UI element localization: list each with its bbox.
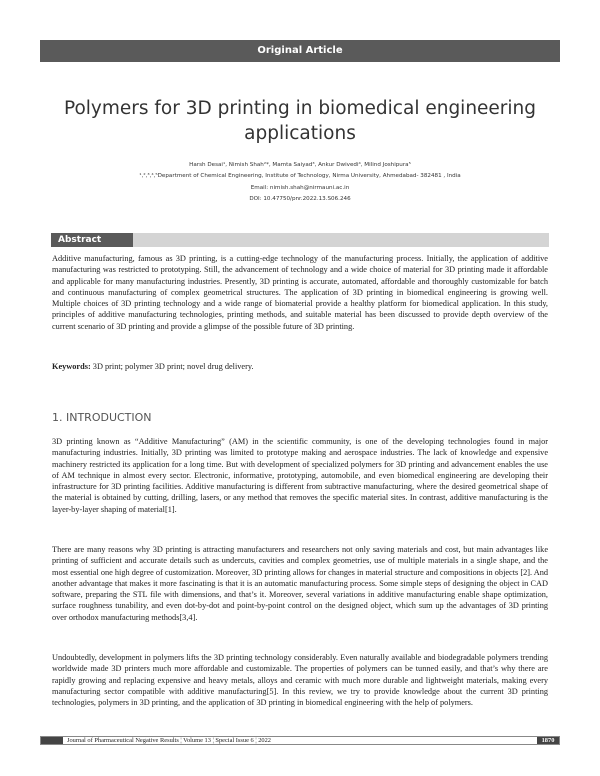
keywords-label: Keywords: xyxy=(52,362,91,371)
intro-paragraph-2: There are many reasons why 3D printing is attracting manufacturers and researchers not only saving materials and cost, but main advantages like printing of sufficient and accurate details such as undercuts, cavities and complex geometries, use of multiple materials in a single shape, and the most essential one high degree of customization. Moreover, 3D printing allows for changes in material structure and compositions in objects [2]. And another advantage that makes it more fascinating is that it is an automatic manufacturing process. Some simple steps of designing the object in CAD software, preparing the STL file with dimensions, and that’s it. Moreover, several variations in additive manufacturing enable shape optimization, surface roughness tunability, and even dot-by-dot and point-by-point control on the designed object, which sum up the advantages of 3D printing over orthodox manufacturing methods[3,4]. xyxy=(52,545,548,622)
footer-journal: Journal of Pharmaceutical Negative Results ¦ Volume 13 ¦ Special Issue 6 ¦ 2022 xyxy=(67,737,271,744)
page-number: 1870 xyxy=(537,737,559,744)
abstract-heading: Abstract xyxy=(51,233,133,247)
section-heading-introduction: 1. INTRODUCTION xyxy=(52,411,152,424)
authors: Harsh Desai¹, Nimish Shah²*, Mamta Saiyad³, Ankur Dwivedi⁴, Milind Joshipura⁵ xyxy=(189,162,411,168)
abstract-text: Additive manufacturing, famous as 3D printing, is a cutting-edge technology of the manufacturing process. Initially, the application of additive manufacturing was restricted to prototyping. Still, the advancement of technology and a wide choice of material for 3D printing made it affordable and applicable for many manufacturing industries. Presently, 3D printing is accurate, automated, affordable and thoroughly customizable for batch and continuous manufacturing of complex geometrical structures. The application of 3D printing in biomedical engineering is growing well. Multiple choices of 3D printing technology and a wide range of biomaterial provide a healthy platform for biomedical application. In this study, principles of additive manufacturing technologies, printing methods, and suitable material has been discussed to provide depth overview of the current scenario of 3D printing and provide a glimpse of the possible future of 3D printing. xyxy=(52,254,548,331)
intro-paragraph-1: 3D printing known as “Additive Manufacturing” (AM) in the scientific community, is one of the developing technologies found in major manufacturing industries. Initially, 3D printing was limited to prototype making and aerospace industries. The lack of knowledge and expensive machinery restricted its application for a long time. But with development of specialized polymers for 3D printing and advancement enables the use of AM technique in almost every sector. Electronic, informative, prototyping, automobile, and even biomedical engineering are developing their infrastructure for 3D printing facilities. Additive manufacturing is different from subtractive manufacturing, where the desired geometrical shape of the material is obtained by cutting, drilling, lasers, or any method that removes the specific material sites. In contrast, additive manufacturing is the layer-by-layer shaping of material[1]. xyxy=(52,437,548,514)
keywords-text: 3D print; polymer 3D print; novel drug delivery. xyxy=(90,362,254,371)
keywords xyxy=(52,362,254,371)
intro-paragraph-3: Undoubtedly, development in polymers lifts the 3D printing technology considerably. Even naturally available and biodegradable polymers trending worldwide made 3D printers much more affordable and customizable. The properties of polymers can be tunned easily, and that’s why there are rapidly growing and replacing expensive and heavy metals, alloys and ceramic with much more durable and lightweight materials, making every manufacturing sector compatible with additive manufacturing[5]. In this review, we try to provide knowledge about the current 3D printing technologies, polymers in 3D printing, and the application of 3D printing in biomedical engineering with the help of polymers. xyxy=(52,653,548,708)
abstract-header xyxy=(51,233,549,247)
doi[interactable]: DOI: 10.47750/pnr.2022.13.S06.246 xyxy=(249,196,351,202)
page-footer xyxy=(40,736,560,745)
article-type-banner: Original Article xyxy=(40,40,560,62)
footer-decoration xyxy=(41,737,63,744)
affiliation: ¹,²,³,⁴,⁵Department of Chemical Engineering, Institute of Technology, Nirma University, Ahmedabad- 382481 , India xyxy=(139,173,461,179)
paper-title: Polymers for 3D printing in biomedical engineering applications xyxy=(63,98,537,144)
email[interactable]: Email: nimish.shah@nirmauni.ac.in xyxy=(250,185,350,191)
